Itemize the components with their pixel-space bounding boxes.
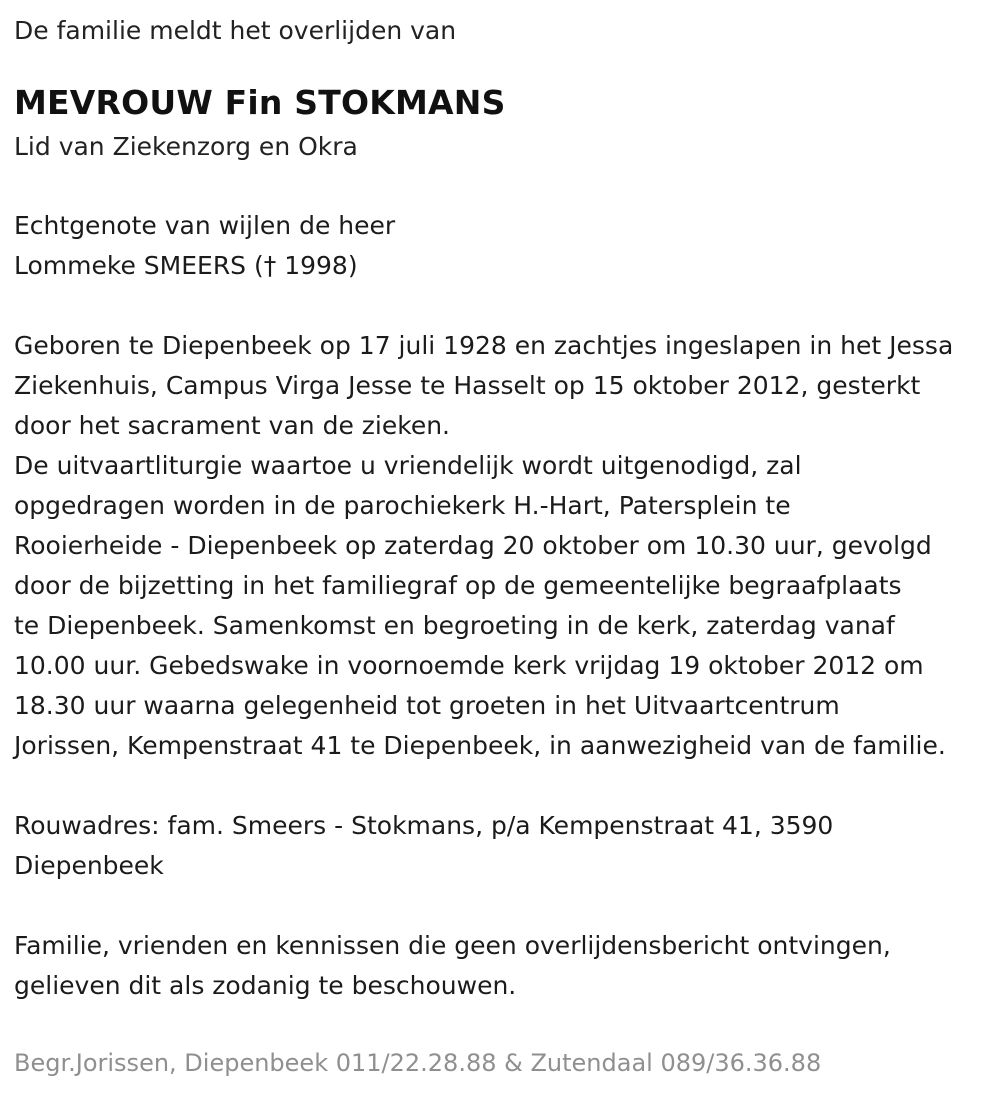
body-line: te Diepenbeek. Samenkomst en begroeting in de kerk, zaterdag vanaf	[14, 611, 895, 640]
mourning-address-block	[14, 806, 978, 886]
body-line: Geboren te Diepenbeek op 17 juli 1928 en zachtjes ingeslapen in het Jessa	[14, 331, 954, 360]
body-line: De uitvaartliturgie waartoe u vriendelijk wordt uitgenodigd, zal	[14, 451, 802, 480]
body-line: 18.30 uur waarna gelegenheid tot groeten in het Uitvaartcentrum	[14, 691, 840, 720]
body-line: Ziekenhuis, Campus Virga Jesse te Hasselt op 15 oktober 2012, gesterkt	[14, 371, 921, 400]
spouse-name: Lommeke SMEERS († 1998)	[14, 251, 358, 280]
closing-line: gelieven dit als zodanig te beschouwen.	[14, 971, 517, 1000]
mourning-address-line: Diepenbeek	[14, 851, 164, 880]
spouse-intro: Echtgenote van wijlen de heer	[14, 211, 396, 240]
mourning-address-line: Rouwadres: fam. Smeers - Stokmans, p/a Kempenstraat 41, 3590	[14, 811, 834, 840]
body-line: 10.00 uur. Gebedswake in voornoemde kerk vrijdag 19 oktober 2012 om	[14, 651, 924, 680]
funeral-home-footer: Begr.Jorissen, Diepenbeek 011/22.28.88 & Zutendaal 089/36.36.88	[14, 1049, 822, 1077]
closing-block	[14, 926, 978, 1006]
body-block	[14, 326, 978, 766]
closing-line: Familie, vrienden en kennissen die geen overlijdensbericht ontvingen,	[14, 931, 891, 960]
intro-text: De familie meldt het overlijden van	[14, 16, 457, 45]
body-line: opgedragen worden in de parochiekerk H.-Hart, Patersplein te	[14, 491, 791, 520]
body-line: door de bijzetting in het familiegraf op de gemeentelijke begraafplaats	[14, 571, 902, 600]
body-line: Rooierheide - Diepenbeek op zaterdag 20 oktober om 10.30 uur, gevolgd	[14, 531, 932, 560]
deceased-name: MEVROUW Fin STOKMANS	[14, 83, 506, 122]
body-line: Jorissen, Kempenstraat 41 te Diepenbeek, in aanwezigheid van de familie.	[14, 731, 946, 760]
membership-text: Lid van Ziekenzorg en Okra	[14, 132, 358, 161]
body-line: door het sacrament van de zieken.	[14, 411, 450, 440]
spouse-block	[14, 206, 978, 286]
